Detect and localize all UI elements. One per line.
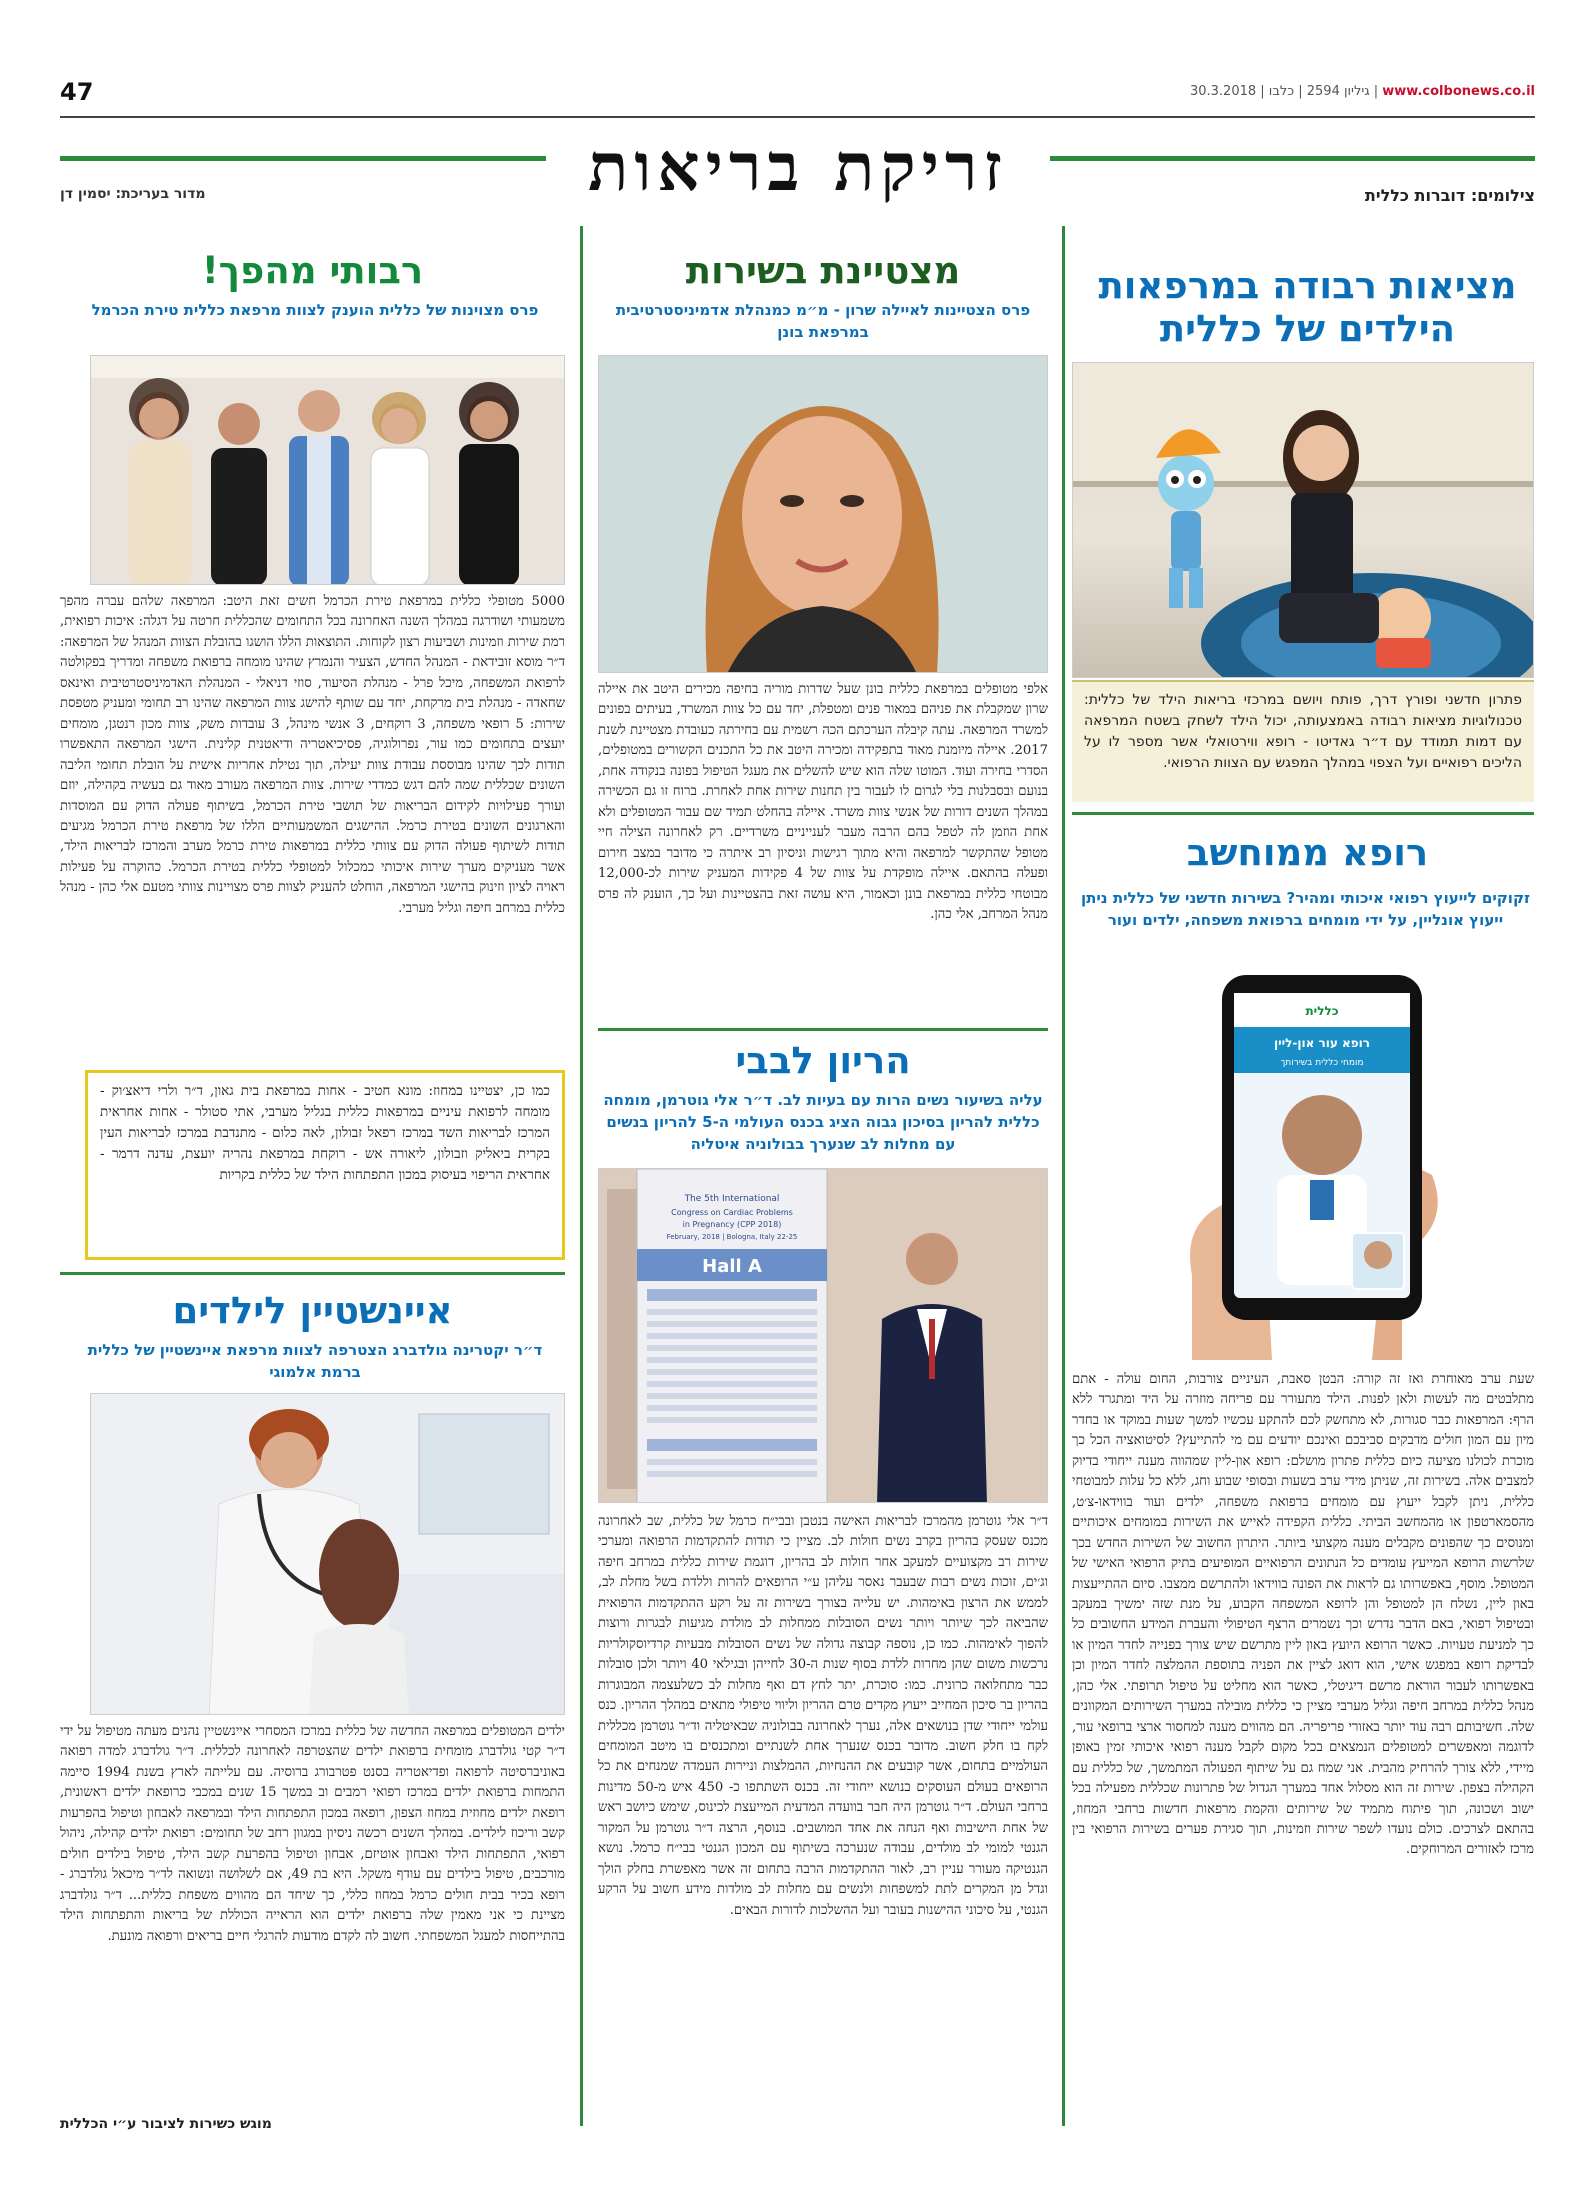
poster-line-4: 22-25 February, 2018 | Bologna, Italy <box>666 1233 798 1241</box>
issue-info: 30.3.2018 | גיליון 2594 | כלבו | <box>1189 84 1379 99</box>
poster-line-2: Congress on Cardiac Problems <box>671 1208 793 1217</box>
section-title: זריקת בריאות <box>588 127 1008 206</box>
doctor-examining-child-photo <box>90 1394 564 1715</box>
doctor-online-body: שעת ערב מאוחרת ואז זה קורה: הבטן סאבת, העיניים צורבות, החום עולה - אתם מתלבטים מה לעשות ולאן לפנות. הילד מתעורר עם פריחה מוזרה על היד ומתגרד ללא הרף: המרפאות כבר סגורות, לא מתחשק לכם להתקע עכשיו למשך שעות במוקד או בחדר מיון עם המון חולים מדבקים סביבכם ואינכם יודעים עם מי להתייעץ? לסיטואציה הכל כך מוכרת לכולנו מציעה כיום כללית פתרון מושלם: רופא און-ליין שמהווה מענה ייחודי בדיוק למצבים אלה. בשירות זה, שניתן מידי ערב בשעות ובסופי שבוע וחג, ללא כל עלות למבוטחי כללית, ניתן לקבל ייעוץ עם מומחים ברפואת משפחה, ילדים ועור בווידאו-צ׳ט, מהסמארטפון או מהמחשב הביתי. כללית הקפידה לאייש את השירות במומחים איכותיים ומנוסים כך שהפונים מקבלים מענה מקצועי ביותר. היתרון החשוב של השירות החדש בכך שלרשות הרופא המייעץ עומדים כל הנתונים הרפואיים המופיעים בתיק הרפואי האישי של המטופל. מוסף, באפשרותו גם לראות את הפונה בווידאו ולהתרשם ממצבו. סיום ההתייעצות באון ליין, נשלח הן למטופל והן לרופא המשפחה הקבוע, על מנת שזה ימשיך במעקב ובטיפול רפואי, באם הדבר נדרש וכך נשמרים הרצף הטיפולי והעברת המידע החשובים כל כך למניעת טעויות. כאשר הרופא היועץ באון ליין מתרשם שיש צורך בפנייה לחדר המיון או לבדיקת רופא במפגש אישי, הוא דואג לציין את הפניה בתוספת ההמלצה לחדר המיון וכן באפשרותו לעבור הוראת מרשם דיגיטלי, כאשר הוא מחליט על טיפול תרופתי. אלי כהן, מנהל כללית במרחב חיפה וגליל מערבי מציין כי כללית מובילה במערך השירותים המקוונים שלה. חשיבותם רבה עוד יותר באזורי פריפריה. הם מהווים מענה למחסור ארצי ברופאי עור, לדוגמה ומאפשרים למטופלים הנמצאים בכל מקום לקבל מענה רפואי איכותי זמין באופן מיידי, ללא צורך להרחיק מהבית. אני שמח גם על שיתוף הפעולה המתמשך, של כללית עם הקהילה בצפון. שירות זה הוא מסלול אחד במערך הגדול של פתרונות שכללית מפעילה בכל ישוב ושכונה, תוך פיתוח מתמיד של שירותים והקמת מרפאות חדשות ברחבי המחוז, בהתאם לצרכים. כולם נועדו לשפר שירות וזמינות, תוך סגירת פערים בשירות הרפואי בין מרכז לאזורים המרוחקים. <box>1072 1372 1534 1858</box>
pregnancy-headline: הריון לבבי <box>735 1039 911 1082</box>
poster-line-3: in Pregnancy (CPP 2018) <box>682 1220 782 1229</box>
center-divider <box>598 1028 1048 1031</box>
top-rule <box>60 116 1535 118</box>
clalit-logo-text: כללית <box>1305 1004 1339 1018</box>
left-divider <box>60 1272 565 1275</box>
pregnancy-body: ד״ר אלי גוטרמן מהמרכז לבריאות האישה בנטבן ובבי״ח כרמל של כללית, שב לאחרונה מכנס שעסק בהריון בקרב נשים חולות לב. מציין כי תודות להתקדמות הרפואה ומערכי שירות רב מקצועיים למעקב אחר חולות לב בהריון, דוגמת שירות כללית במרחב חיפה וג׳ים, זוכות נשים רבות שבעבר נאסר עליהן ע״י הרופאים להרות וללדת בשל מחלת לב, לממש את הרצון באימהות. יש עלייה בצורך בשירות זה על רקע ההתקדמות הרפואית שהביאה לכך שיותר ויותר נשים הסובלות ממחלות לב מולדת מגיעות לבגרות ורוצות להפוך לאימהות. כמו כן, נוספה קבוצה גדולה של נשים הסובלות מבעיות קרדיוסקולריות נרכשות משום שהן מחרות ללדת בסוף שנות ה-30 לחייהן ובגילאי 40 ויותר ולכן סובלות כבר מתחלואה כרונית. כמו: סוכרת, יתר לחץ דם ואף מחלות לב כשלעצמה המבוגרות בהריון בר סיכון המחייב ייעוץ מקדים טרם ההריון וליווי טיפולי מתאים במהלך ההריון. כנס עולמי ייחודי שדן בנושאים אלה, נערך לאחרונה בבולוניה שבאיטליה וד״ר גוטרמן מכללית לקח בו חלק חשוב. מדובר בכנס שנערך אחת לשנתיים ומתכנסים בו מיטב המומחים העולמיים בתחום, אשר קובעים את ההנחיות, ההמלצות וניירות העמדה שמנחים את כל הרופאים בעולם העוסקים בנושא ייחודי זה. בכנס השתתפו כ- 450 איש מ-50 מדינות ברחבי העולם. ד״ר גוטרמן היה חבר בוועדה המדעית המייעצת לכינוס, שימש כיושב ראש של אחת הישיבות ואף הנחה את אחד המושבים. בנוסף, הרצה ד״ר גוטרמן על המקור הגנטי למומי לב מולדים, עבודה שנערכה בשיתוף עם המכון הגנטי בבי״ח כרמל. נושא הגנטיקה מעורר עניין רב, לאור ההתקדמות הרבה בתחום זה אשר מאפשרת בחלק הולך וגדל מן המקרים לתת למשפחות ולנשים עם מחלות לב מולדות מידע חשוב על הרקע הגנטי, על סיכוני ההישנות בעובר ועל ההשלכות לדורות הבאים. <box>598 1514 1048 1918</box>
einstein-headline: איינשטיין לילדים <box>172 1289 453 1332</box>
ar-caption: פתרון חדשני ופורץ דרך, פותח ויושם במרכזי בריאות הילד של כללית: טכנולוגיות מציאות רבודה באמצעותה, יכול הילד לשחק בשטח המרפאה עם דמות תמודד עם ד״ר גאדיטו - רופא ווירטואלי אשר מספר לו על הליכים רפואיים ועל הצפוי במהלך המפגש עם הצוות הרפואי. <box>1072 680 1534 802</box>
clinic-team-group-photo <box>90 356 564 585</box>
team-award-subhead: פרס מצוינות של כללית הוענק לצוות מרפאת כללית טירת הכרמל <box>91 301 539 319</box>
editor-credit: מדור בעריכת: יסמין דן <box>60 186 206 202</box>
other-winners-box: כמו כן, יצטיינו במחוז: מונא חטיב - אחות במרפאת בית גאון, ד״ר ולרי דיאצ׳וק - מומחה לרפואת עיניים במרפאות כללית בגליל מערבי, אתי סטולר - אחות אחראית המרכז לבריאות השד במרכז רפאל זבולון, לאה כלום - מתנדבת במרכז לבריאות העין בקרית ביאליק וזבולון, ליאורה אש - רוקחת במרפאת נהריה יועצת, עדנה דרמר - אחראית הריפוי בעיסוק במכון התפתחות הילד של כללית בקריות <box>85 1070 565 1260</box>
woman-portrait-photo <box>598 356 1047 673</box>
ar-headline: מציאות רבודה במרפאות הילדים של כללית <box>1098 264 1517 350</box>
einstein-photo <box>90 1393 565 1715</box>
masthead-bar-right <box>1050 156 1535 161</box>
girl-with-ar-character-photo <box>1072 363 1533 678</box>
column-rule-right <box>1062 226 1065 2126</box>
phone-photo <box>1072 975 1534 1360</box>
excellence-body: אלפי מטופלים במרפאת כללית בונן שעל שדרות מוריה בחיפה מכירים היטב את איילה שרון שמקבלת את פניהם במאור פנים ומטפלת, יחד עם כל צוות המשרד, בעיתים בפונים למשרד המרפאה. עתה קיבלה הערכתם הכה רשמית עם בחירתה כעובדת מצטיינת לשנת 2017. איילה מיומנת מאוד בתפקידה ומכירה היטב את כל התכנים הקשורים במטופלים, הסדרי בחירה ועוד. המוטו שלה הוא שיש להשלים את מעגל הטיפול בפונה בנקודה אחת, בנועם ובסבלנות בלי לגרום לו לעבור בין תחנות שירות אחת לאחרת. ברוח זו גם הכשירה במהלך השנים דורות של אנשי צוות משרד. איילה בהחלט תמיד שם עבור המטופלים ולא אחת הוזמן לה לטפל בהם הרבה מעבר לענייניים משרדיים. רק לאחרונה הצילה חיי מטופל שהתקשר למרפאה והיא מתוך רגישות וניסיון רב איתרה כי מדובר במצב חירום ופעלה בהתאם. איילה מופקדת על צוות של 4 פקידות המעניק שירות לכ-12,000 מבוטחי כללית במרפאת בונן וכאמור, היא עושה זאת בהצטיינות ועל כך, הוענק לה פרס מנהל המרחב, אלי כהן. <box>598 682 1048 922</box>
pregnancy-subhead: עליה בשיעור נשים הרות עם בעיות לב. ד״ר אלי גוטרמן, מומחה כללית להריון בסיכון גבוה הציג בכנס העולמי ה-5 להריון בנשים עם מחלות לב שנערך בבולוניה איטליה <box>603 1091 1043 1153</box>
excellence-subhead: פרס הצטיינות לאיילה שרון - מ״מ כמנהלת אדמיניסטרטיבית במרפאת בונן <box>615 301 1031 341</box>
phone-screen-title: רופא עור און-ליין <box>1273 1036 1371 1050</box>
hand-holding-phone-photo <box>1072 975 1534 1360</box>
pregnancy-photo <box>598 1168 1048 1503</box>
poster-hall: Hall A <box>702 1256 762 1277</box>
excellence-photo <box>598 355 1048 673</box>
einstein-subhead: ד״ר יקטרינה גולדברג הצטרפה לצוות מרפאת איינשטיין של כללית ברמת אלמוגי <box>87 1341 543 1381</box>
doctor-online-subhead: זקוקים לייעוץ רפואי איכותי ומהיר? בשירות חדשני של כללית ניתן ייעוץ אונליין, על ידי מומחים ברפואת משפחה, ילדים ועור <box>1081 889 1530 929</box>
conference-hall-photo <box>598 1169 1047 1503</box>
right-divider <box>1072 812 1534 815</box>
doctor-online-headline: רופא ממוחשב <box>1186 831 1429 874</box>
poster-line-1: The 5th International <box>684 1194 780 1204</box>
top-bar <box>60 78 1535 108</box>
team-award-headline: רבותי מהפך! <box>201 249 424 292</box>
phone-screen-sub: מומחי כללית בשירותך <box>1280 1058 1364 1068</box>
footer-note: מוגש כשירות לציבור ע״י הכללית <box>60 2116 272 2132</box>
photo-credit: צילומים: דוברות כללית <box>1364 186 1535 205</box>
team-photo <box>90 355 565 585</box>
column-rule-left <box>580 226 583 2126</box>
excellence-headline: מצטיינת בשירות <box>685 249 961 292</box>
website-link[interactable]: www.colbonews.co.il <box>1382 84 1535 99</box>
page-number: 47 <box>60 78 94 106</box>
ar-photo <box>1072 362 1534 678</box>
issue-line <box>1190 84 1535 99</box>
einstein-body: ילדים המטופלים במרפאה החדשה של כללית במרכז המסחרי איינשטיין נהנים מעתה מטיפול על ידי ד״ר קטי גולדברג מומחית ברפואת ילדים שהצטרפה לאחרונה לכללית. ד״ר גולדברג למדה רפואה באוניברסיטה לרפואה ופדיאטריה בסנט פטרבורג ברוסיה. עם עלייתה לארץ בשנת 1994 סיימה התמחות ברפואת ילדים במרכז רפואי רמבים וב במשך 15 שנים במכבי כרופאת ילדים ראשונית, רופאת ילדים מחוזית במחוז הצפון, רופאה במכון התפתחות הילד ובמרפאה לאבחון וטיפול בהפרעות קשב וריכוז לילדים. במהלך השנים רכשה ניסיון במגוון רחב של תחומים: רפואת ילדים קהילה, ניהול רפואי, התפתחות הילד ואבחון אוטיזם, אבחון וטיפול בהפרעת קשב הילד, טיפול בילדים חולים מורכבים, טיפול בילדים עם עודף משקל. היא בת 49, אם לשלושה ונשואה לד״ר מיכאל גולדברג - רופא בכיר בבית חולים כרמל במחוז כללי, כך שיחד הם מהווים משפחת כללית... ד״ר גולדברג מציינת כי אני מאמין שלה ברפואת ילדים הוא הראייה הכוללת של בריאות והתפתחות הילד בהתייחסות למעגל המשפחתי. חשוב לה לקדם מודעות להרגלי חיים בריאים ורפואה מונעת. <box>60 1724 565 1944</box>
masthead-bar-left <box>60 156 546 161</box>
team-award-body: 5000 מטופלי כללית במרפאת טירת הכרמל חשים זאת היטב: המרפאה שלהם עברה מהפך משמעותי ושודרגה במהלך השנה האחרונה בכל התחומים שהכללית חרטה על דגלה: איכות רפואית, רמת שירות וזמינות ושביעות רצון לקוחות. התוצאות הללו הושגו בהובלת הצוות המנהל של המרפאה: ד״ר מוסא זובידאת - המנהל החדש, הצעיר והנמרץ שהינו מומחה ברפואת משפחה ומדריך בפקולטה לרפואת המשפחה, מיכל פרל - מנהלת הסיעוד, סוזי דניאלי - המנהלת האדמיניסטרטיבית ואינאס שחאדה - מנהלת בית מרקחת, יחד עם שותף להישג צוות המרפאה שהינו רב תחומי ומעניק מטפסת שירות: 5 רופאי משפחה, 3 רוקחים, 3 אנשי מינהל, 3 עובדות משק, צוות מכון רנטגן, מומחים יועצים בתחומים כמו עור, נפרולוגיה, פסיכיאטריה ודיאטנית קלינית. הישגי המרפאה התאפשרו תודות לכך שהינו מבוססת עבודת צוות יעילה, תוך נטילת אחריות אישית על הובלת תחומי הליבה השונים שכללית שמה להם דגש כמדדי שירות. צוות המרפאה מעורב מאוד גם בעשיה בקהילה, יוזם ועורך פעילויות לקידום הבריאות של תושבי טירת הכרמל, בשיתוף פעולה הדוק עם המוסדות והארגונים השונים בטירת כרמל. ההישגים המשמעותיים הללו של מרפאת טירת הכרמל מגיעים תודות לשיתוף פעולה הדוק עם צוותי כללית במרפאות טירת כרמל מערב והמרכז לבריאות הילד, אשר מעניקים מערך שירות איכותי כמכלול למטופלי כללית בטירת הכרמל. כהוקרה על פעילות ראויה לציון וזינוק בהישגי המרפאה, הוחלט להעניק לצוות פרס מצויינות צוותי מטעם אלי כהן - מנהל כללית במרחב חיפה וגליל מערבי. <box>60 594 566 916</box>
